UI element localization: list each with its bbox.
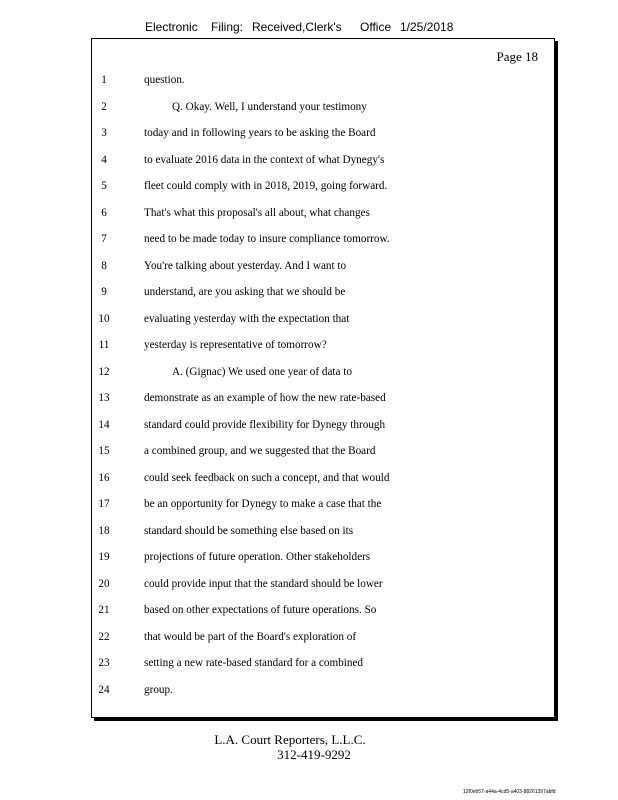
line-text: demonstrate as an example of how the new rate-based [144,392,386,404]
transcript-line [0,574,618,594]
line-number: 23 [98,657,110,669]
line-text: be an opportunity for Dynegy to make a case that the [144,498,382,510]
footer-phone: 312-419-9292 [277,747,351,762]
transcript-line [0,521,618,541]
line-text: standard could provide flexibility for Dynegy through [144,418,386,431]
transcript-line [0,309,618,329]
line-text: could provide input that the standard should be lower [144,577,383,590]
line-number: 5 [101,180,107,192]
transcript-line [0,388,618,408]
line-number: 16 [98,471,110,484]
transcript-line [0,494,618,514]
line-text: that would be part of the Board's exploration of [144,630,357,643]
line-text: understand, are you asking that we should be [144,286,346,298]
transcript-line [0,441,618,461]
page-number: Page 18 [496,49,538,64]
line-number: 22 [98,630,110,643]
line-number: 1 [101,74,107,86]
stamp-date: 1/25/2018 [400,20,454,34]
transcript-line [0,150,618,170]
line-number: 18 [98,524,110,537]
line-number: 9 [101,286,107,298]
line-text: standard should be something else based on its [144,524,354,537]
line-number: 10 [98,312,110,325]
transcript-line [0,468,618,488]
line-number: 20 [98,577,110,590]
line-text: group. [144,683,173,696]
filing-stamp [145,20,453,34]
line-text: projections of future operation. Other stakeholders [144,551,371,563]
transcript-line [0,123,618,143]
line-number: 7 [101,233,107,245]
line-text: a combined group, and we suggested that the Board [144,445,376,457]
stamp-electronic: Electronic [145,20,198,34]
line-number: 19 [98,551,110,563]
transcript-line [0,70,618,90]
transcript-line [0,97,618,117]
transcript-line [0,547,618,567]
line-text: Q. Okay. Well, I understand your testimony [172,100,367,113]
line-number: 13 [98,392,110,404]
line-text: setting a new rate-based standard for a combined [144,657,364,669]
line-text: based on other expectations of future operations. So [144,604,377,616]
line-number: 2 [101,100,107,113]
line-text: need to be made today to insure compliance tomorrow. [144,233,390,245]
line-text: evaluating yesterday with the expectation that [144,312,350,325]
line-number: 17 [98,498,110,510]
footer-company: L.A. Court Reporters, L.L.C. [214,732,366,747]
stamp-office: Office [360,20,392,34]
line-number: 21 [98,604,110,616]
line-text: That's what this proposal's all about, what changes [144,206,370,219]
line-text: to evaluate 2016 data in the context of what Dynegy's [144,153,385,166]
transcript-line [0,176,618,196]
transcript-line [0,335,618,355]
transcript-line [0,203,618,223]
line-number: 3 [101,127,107,139]
transcript-line [0,680,618,700]
line-text: You're talking about yesterday. And I want to [144,259,347,272]
transcript-line [0,229,618,249]
stamp-received: Received,Clerk's [252,20,342,34]
transcript-line [0,282,618,302]
transcript-line [0,256,618,276]
line-text: A. (Gignac) We used one year of data to [172,365,352,378]
line-text: question. [144,74,185,86]
line-text: yesterday is representative of tomorrow? [144,339,327,351]
transcript-line [0,627,618,647]
line-number: 14 [98,418,110,431]
line-text: fleet could comply with in 2018, 2019, going forward. [144,180,388,192]
line-number: 12 [98,365,110,378]
document-hash: 12f0eb57-a44a-4cd5-a403-88261397abfd [463,789,556,795]
line-text: today and in following years to be asking the Board [144,127,376,139]
transcript-line [0,415,618,435]
transcript-line [0,600,618,620]
transcript-line [0,653,618,673]
line-number: 11 [98,339,110,351]
transcript-line [0,362,618,382]
line-number: 15 [98,445,110,457]
line-number: 24 [98,683,110,696]
stamp-filing: Filing: [211,20,244,34]
line-number: 8 [101,259,107,272]
line-text: could seek feedback on such a concept, and that would [144,471,390,484]
line-number: 4 [101,153,107,166]
line-number: 6 [101,206,107,219]
